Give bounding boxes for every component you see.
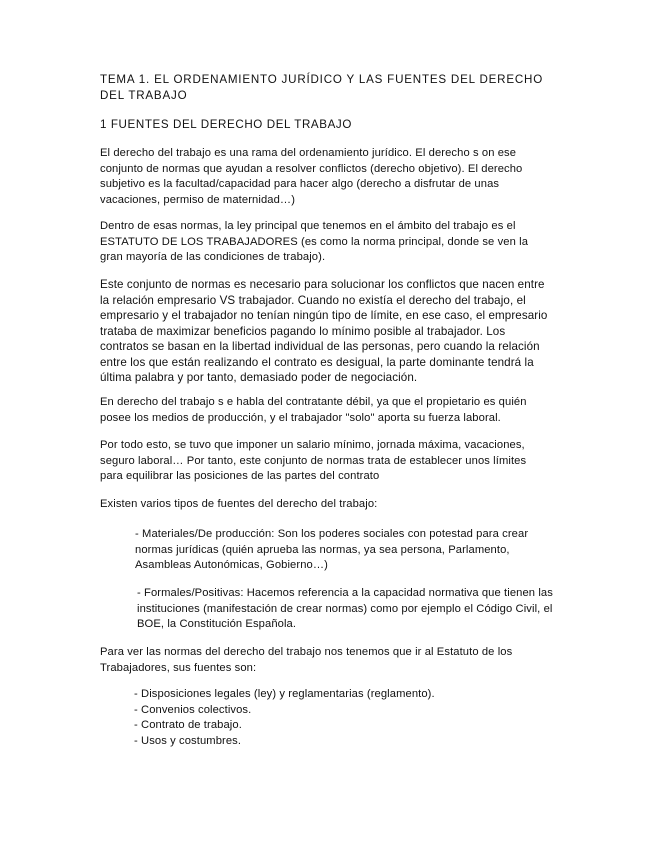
paragraph: Para ver las normas del derecho del trabajo nos tenemos que ir al Estatuto de los Trabajadores, sus fuentes son:	[100, 646, 513, 674]
indented-paragraph: - Materiales/De producción: Son los poderes sociales con potestad para crear normas jurídicas (quién aprueba las normas, ya sea persona, Parlamento, Asambleas Autonómicas, Gobierno…)	[135, 528, 529, 571]
sources-list	[134, 687, 514, 749]
document-title: TEMA 1. EL ORDENAMIENTO JURÍDICO Y LAS FUENTES DEL DERECHO DEL TRABAJO	[100, 73, 544, 102]
paragraph: Dentro de esas normas, la ley principal que tenemos en el ámbito del trabajo es el ESTATUTO DE LOS TRABAJADORES (es como la norma principal, donde se ven la gran mayoría de las condiciones de trabajo).	[100, 220, 529, 263]
paragraph: Existen varios tipos de fuentes del derecho del trabajo:	[100, 498, 378, 510]
list-item: - Usos y costumbres.	[134, 734, 242, 747]
paragraph: Por todo esto, se tuvo que imponer un salario mínimo, jornada máxima, vacaciones, seguro laboral… Por tanto, este conjunto de normas trata de establecer unos límites para equilibrar las posiciones de las partes del contrato	[100, 439, 527, 482]
indented-paragraph: - Formales/Positivas: Hacemos referencia a la capacidad normativa que tienen las instituciones (manifestación de crear normas) como por ejemplo el Código Civil, el BOE, la Constitución Española.	[137, 587, 553, 630]
list-item: - Convenios colectivos.	[134, 703, 252, 716]
list-item: - Contrato de trabajo.	[134, 719, 242, 731]
paragraph: El derecho del trabajo es una rama del ordenamiento jurídico. El derecho s on ese conjunto de normas que ayudan a resolver conflictos (derecho objetivo). El derecho subjetivo es la facultad/capacidad para hacer algo (derecho a disfrutar de unas vacaciones, permiso de maternidad…)	[100, 147, 523, 206]
paragraph: En derecho del trabajo s e habla del contratante débil, ya que el propietario es quién posee los medios de producción, y el trabajador "solo" aporta su fuerza laboral.	[100, 396, 527, 424]
paragraph: Este conjunto de normas es necesario para solucionar los conflictos que nacen entre la relación empresario VS trabajador. Cuando no existía el derecho del trabajo, el empresario y el trabajador no tenían ningún tipo de límite, en ese caso, el empresario trataba de maximizar beneficios pagando lo mínimo posible al trabajador. Los contratos se basan en la libertad individual de las personas, pero cuando la relación entre los que están realizando el contrato es desigual, la parte dominante tendrá la última palabra y por tanto, demasiado poder de negociación.	[100, 278, 548, 384]
list-item: - Disposiciones legales (ley) y reglamentarias (reglamento).	[134, 688, 435, 700]
section-heading: 1 FUENTES DEL DERECHO DEL TRABAJO	[100, 118, 352, 131]
